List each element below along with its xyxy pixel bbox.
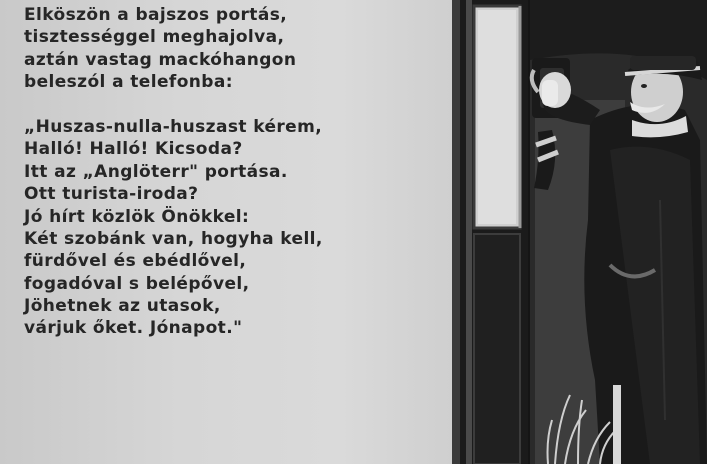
quote-line: fürdővel és ebédlővel,	[24, 251, 247, 272]
quote-line: fogadóval s belépővel,	[24, 273, 250, 294]
quote-line: „Huszas-nulla-huszast kérem,	[24, 116, 323, 137]
quote-line: Jó hírt közlök Önökkel:	[24, 206, 250, 227]
quote-line: Jöhetnek az utasok,	[24, 296, 221, 317]
door-panel	[474, 234, 520, 464]
panel-divider	[452, 0, 460, 464]
stanza-gap	[24, 94, 444, 116]
porter-telephone-illustration	[460, 0, 707, 464]
quote-line: Két szobánk van, hogyha kell,	[24, 228, 323, 249]
quote-line: várjuk őket. Jónapot."	[24, 318, 243, 339]
intro-line: beleszól a telefonba:	[24, 72, 233, 93]
quote-line: Halló! Halló! Kicsoda?	[24, 139, 243, 160]
intro-line: aztán vastag mackóhangon	[24, 49, 297, 70]
quote-line: Ott turista-iroda?	[24, 184, 199, 205]
quote-line: Itt az „Anglöterr" portása.	[24, 161, 288, 182]
poem-text	[24, 4, 444, 340]
intro-line: Elköszön a bajszos portás,	[24, 5, 288, 25]
intro-line: tisztességgel meghajolva,	[24, 27, 285, 48]
